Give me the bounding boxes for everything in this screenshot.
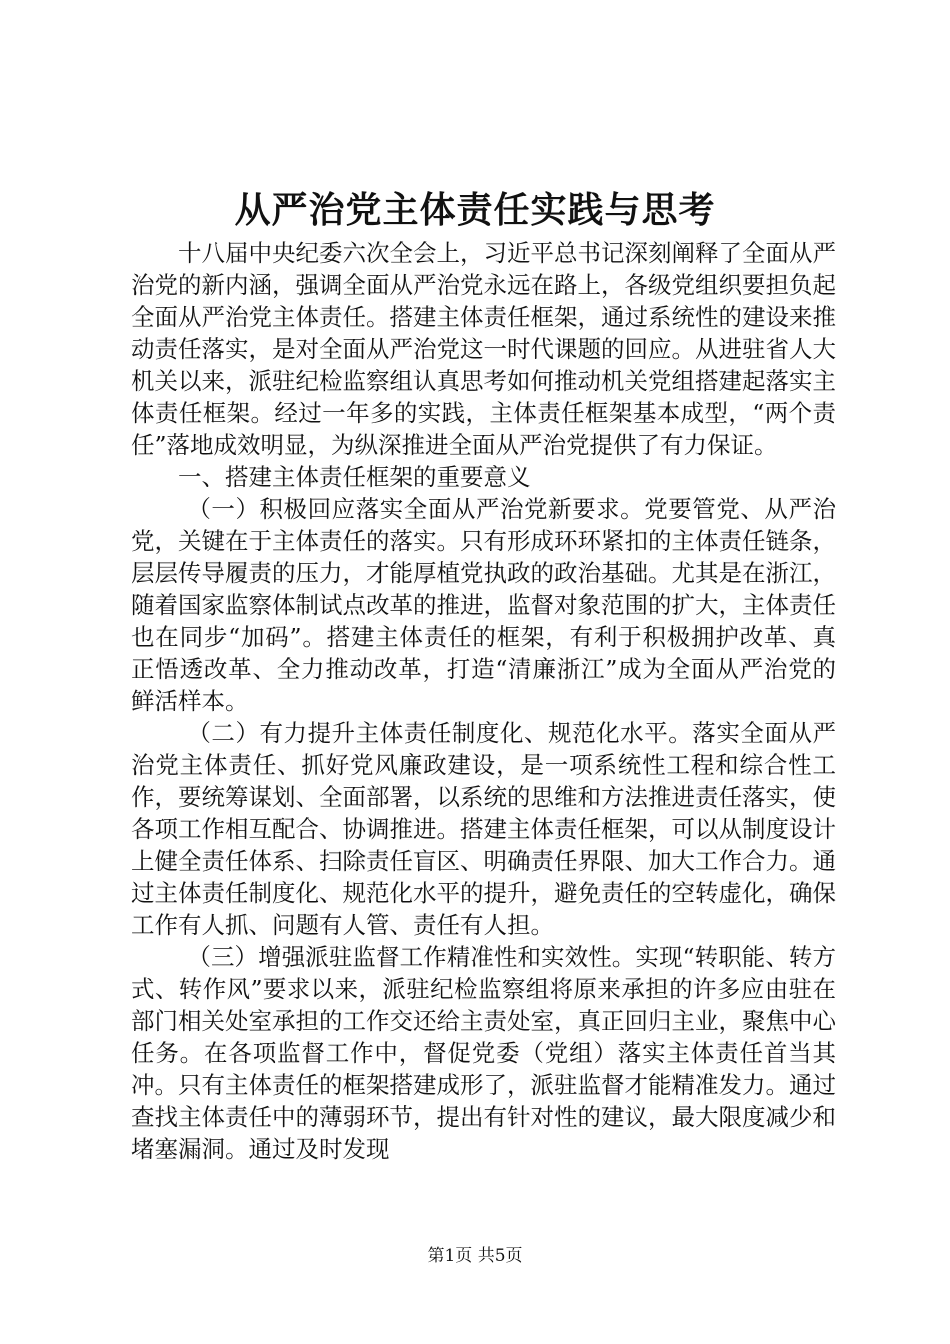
paragraph-point-2: （二）有力提升主体责任制度化、规范化水平。落实全面从严治党主体责任、抓好党风廉政建设，是一项系统性工程和综合性工作，要统筹谋划、全面部署，以系统的思维和方法推进责任落实，使各项工作相互配合、协调推进。搭建主体责任框架，可以从制度设计上健全责任体系、扫除责任盲区、明确责任界限、加大工作合力。通过主体责任制度化、规范化水平的提升，避免责任的空转虚化，确保工作有人抓、问题有人管、责任有人担。 [131,719,836,939]
paragraph-point-1: （一）积极回应落实全面从严治党新要求。党要管党、从严治党，关键在于主体责任的落实。只有形成环环紧扣的主体责任链条，层层传导履责的压力，才能厚植党执政的政治基础。尤其是在浙江，随着国家监察体制试点改革的推进，监督对象范围的扩大，主体责任也在同步“加码”。搭建主体责任的框架，有利于积极拥护改革、真正悟透改革、全力推动改革，打造“清廉浙江”成为全面从严治党的鲜活样本。 [131,495,836,715]
section-heading: 一、搭建主体责任框架的重要意义 [178,463,531,491]
intro-paragraph: 十八届中央纪委六次全会上，习近平总书记深刻阐释了全面从严治党的新内涵，强调全面从严治党永远在路上，各级党组织要担负起全面从严治党主体责任。搭建主体责任框架，通过系统性的建设来推动责任落实，是对全面从严治党这一时代课题的回应。从进驻省人大机关以来，派驻纪检监察组认真思考如何推动机关党组搭建起落实主体责任框架。经过一年多的实践，主体责任框架基本成型，“两个责任”落地成效明显，为纵深推进全面从严治党提供了有力保证。 [131,239,836,459]
paragraph-point-3: （三）增强派驻监督工作精准性和实效性。实现“转职能、转方式、转作风”要求以来，派驻纪检监察组将原来承担的许多应由驻在部门相关处室承担的工作交还给主责处室，真正回归主业，聚焦中心任务。在各项监督工作中，督促党委（党组）落实主体责任首当其冲。只有主体责任的框架搭建成形了，派驻监督才能精准发力。通过查找主体责任中的薄弱环节，提出有针对性的建议，最大限度减少和堵塞漏洞。通过及时发现 [131,943,836,1163]
document-body [131,237,836,1165]
page-footer: 第1页 共5页 [427,1246,523,1266]
document-title: 从严治党主体责任实践与思考 [234,189,716,231]
